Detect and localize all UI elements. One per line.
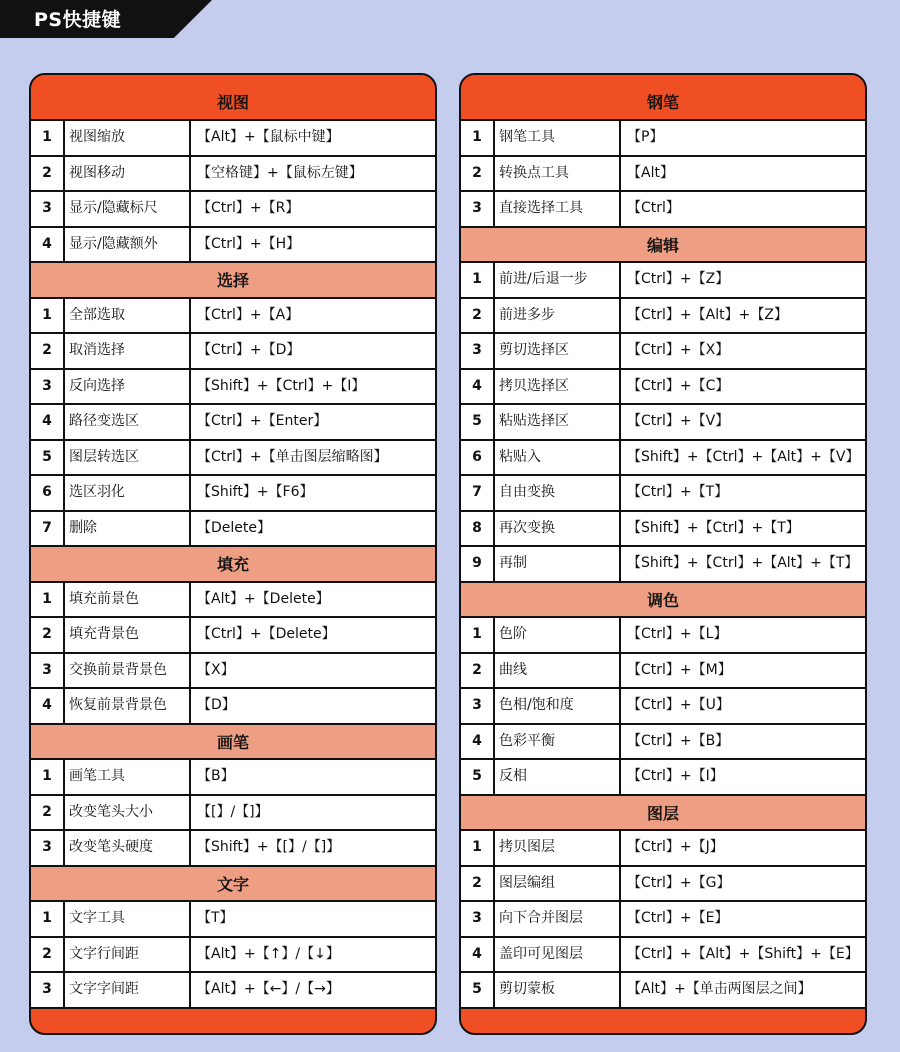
shortcut-row [31,902,435,938]
shortcut-row [31,973,435,1009]
shortcut-row [461,547,865,583]
shortcut-keys: 【空格键】+【鼠标左键】 [197,164,363,181]
row-number: 3 [461,902,495,936]
shortcut-row [461,725,865,761]
row-number: 3 [31,370,65,404]
shortcut-keys: 【Ctrl】+【I】 [627,768,724,784]
row-number: 9 [461,547,495,581]
shortcut-keys: 【Alt】+【←】/【→】 [197,981,340,997]
shortcut-keys: 【Ctrl】+【Z】 [627,271,730,287]
shortcut-row [31,654,435,690]
shortcut-name: 文字行间距 [65,938,191,972]
row-number: 7 [461,476,495,510]
shortcut-row [461,370,865,406]
row-number: 1 [31,299,65,333]
right-panel-table [461,75,865,1009]
shortcut-row [461,299,865,335]
shortcut-name: 填充背景色 [65,618,191,652]
shortcut-name: 改变笔头硬度 [65,831,191,865]
shortcut-row [31,334,435,370]
row-number: 1 [461,121,495,155]
shortcut-row [31,796,435,832]
row-number: 2 [31,334,65,368]
shortcut-keys: 【Ctrl】+【U】 [627,697,730,713]
row-number: 5 [461,405,495,439]
shortcut-keys: 【Ctrl】+【X】 [627,342,730,358]
row-number: 4 [461,725,495,759]
shortcut-row [31,476,435,512]
row-number: 2 [461,654,495,688]
section-header: 视图 [31,75,435,121]
shortcut-keys: 【[】/【]】 [197,803,269,820]
shortcut-row [31,121,435,157]
row-number: 2 [31,157,65,191]
shortcut-name: 前进多步 [495,299,621,333]
shortcut-name: 拷贝选择区 [495,370,621,404]
shortcut-name: 色阶 [495,618,621,652]
shortcut-name: 删除 [65,512,191,546]
shortcut-keys: 【Ctrl】+【单击图层缩略图】 [197,448,388,465]
shortcut-keys: 【Ctrl】+【D】 [197,342,301,358]
shortcut-row [461,867,865,903]
shortcut-row [461,938,865,974]
row-number: 4 [31,228,65,262]
shortcut-keys: 【Ctrl】+【C】 [627,377,730,394]
row-number: 1 [461,263,495,297]
shortcut-keys: 【Ctrl】+【G】 [627,874,731,891]
row-number: 1 [461,618,495,652]
shortcut-row [461,334,865,370]
shortcut-row [31,760,435,796]
shortcut-name: 选区羽化 [65,476,191,510]
shortcut-keys: 【Alt】+【鼠标中键】 [197,129,340,145]
shortcut-row [461,618,865,654]
shortcut-row [31,228,435,264]
row-number: 2 [31,938,65,972]
row-number: 2 [461,867,495,901]
shortcut-keys: 【X】 [197,661,235,678]
shortcut-keys: 【Ctrl】+【J】 [627,839,724,855]
section-header: 填充 [31,547,435,583]
shortcut-keys: 【Shift】+【F6】 [197,484,314,500]
row-number: 3 [31,973,65,1007]
shortcut-row [461,121,865,157]
shortcut-row [31,157,435,193]
shortcut-keys: 【Ctrl】+【Alt】+【Shift】+【E】 [627,945,859,962]
row-number: 1 [461,831,495,865]
row-number: 1 [31,902,65,936]
shortcut-name: 文字工具 [65,902,191,936]
shortcut-name: 色彩平衡 [495,725,621,759]
shortcut-name: 色相/饱和度 [495,689,621,723]
shortcut-row [31,441,435,477]
section-header: 调色 [461,583,865,619]
row-number: 5 [461,973,495,1007]
shortcut-row [31,405,435,441]
shortcut-name: 视图缩放 [65,121,191,155]
row-number: 1 [31,760,65,794]
row-number: 3 [461,334,495,368]
row-number: 6 [461,441,495,475]
shortcut-name: 前进/后退一步 [495,263,621,297]
section-header: 图层 [461,796,865,832]
shortcut-keys: 【Ctrl】+【L】 [627,626,728,642]
shortcut-name: 拷贝图层 [495,831,621,865]
row-number: 2 [461,299,495,333]
shortcut-name: 自由变换 [495,476,621,510]
shortcut-name: 粘贴入 [495,441,621,475]
shortcut-keys: 【D】 [197,697,236,713]
shortcut-keys: 【Shift】+【Ctrl】+【T】 [627,519,800,536]
row-number: 2 [31,618,65,652]
shortcut-keys: 【T】 [197,910,234,926]
shortcut-row [461,192,865,228]
shortcut-keys: 【B】 [197,768,235,784]
shortcut-row [461,512,865,548]
row-number: 5 [31,441,65,475]
shortcut-name: 路径变选区 [65,405,191,439]
shortcut-name: 转换点工具 [495,157,621,191]
left-panel [29,73,437,1035]
shortcut-row [31,192,435,228]
shortcut-name: 剪切蒙板 [495,973,621,1007]
shortcut-row [461,263,865,299]
shortcut-keys: 【Ctrl】+【R】 [197,200,300,216]
row-number: 6 [31,476,65,510]
row-number: 2 [31,796,65,830]
row-number: 3 [31,654,65,688]
shortcut-name: 直接选择工具 [495,192,621,226]
shortcut-keys: 【Shift】+【Ctrl】+【Alt】+【V】 [627,448,860,465]
row-number: 8 [461,512,495,546]
shortcut-row [31,299,435,335]
shortcut-row [31,583,435,619]
shortcut-name: 取消选择 [65,334,191,368]
row-number: 3 [461,192,495,226]
row-number: 4 [31,405,65,439]
shortcut-row [461,689,865,725]
row-number: 1 [31,583,65,617]
shortcut-row [461,760,865,796]
shortcut-name: 填充前景色 [65,583,191,617]
shortcut-name: 剪切选择区 [495,334,621,368]
shortcut-keys: 【Ctrl】+【Enter】 [197,413,328,429]
shortcut-keys: 【Ctrl】+【V】 [627,413,730,429]
shortcut-keys: 【Alt】+【单击两图层之间】 [627,981,812,997]
shortcut-name: 显示/隐藏额外 [65,228,191,262]
shortcut-name: 交换前景背景色 [65,654,191,688]
shortcut-row [31,831,435,867]
shortcut-name: 盖印可见图层 [495,938,621,972]
shortcut-row [461,831,865,867]
shortcut-keys: 【Ctrl】+【Delete】 [197,626,336,642]
shortcut-row [31,512,435,548]
shortcut-row [31,689,435,725]
left-panel-table [31,75,435,1009]
shortcut-keys: 【Ctrl】+【A】 [197,306,300,323]
shortcut-keys: 【Delete】 [197,519,271,536]
shortcut-keys: 【Alt】+【↑】/【↓】 [197,945,340,962]
shortcut-name: 钢笔工具 [495,121,621,155]
shortcut-row [31,938,435,974]
shortcut-name: 粘贴选择区 [495,405,621,439]
shortcut-keys: 【Ctrl】+【E】 [627,910,729,926]
shortcut-name: 图层编组 [495,867,621,901]
shortcut-row [461,654,865,690]
shortcut-row [31,618,435,654]
shortcut-name: 再制 [495,547,621,581]
shortcut-keys: 【Ctrl】+【B】 [627,732,730,749]
shortcut-name: 曲线 [495,654,621,688]
shortcut-row [31,370,435,406]
shortcut-name: 显示/隐藏标尺 [65,192,191,226]
shortcut-name: 反相 [495,760,621,794]
row-number: 4 [31,689,65,723]
shortcut-keys: 【Ctrl】+【H】 [197,235,301,252]
section-header: 钢笔 [461,75,865,121]
row-number: 3 [31,831,65,865]
shortcut-row [461,405,865,441]
page-title: PS快捷键 [34,9,122,31]
right-panel [459,73,867,1035]
shortcut-row [461,441,865,477]
shortcut-name: 恢复前景背景色 [65,689,191,723]
row-number: 2 [461,157,495,191]
row-number: 3 [461,689,495,723]
row-number: 3 [31,192,65,226]
shortcut-keys: 【Ctrl】+【M】 [627,661,732,678]
row-number: 4 [461,370,495,404]
shortcut-keys: 【Shift】+【Ctrl】+【Alt】+【T】 [627,555,859,571]
section-header: 文字 [31,867,435,903]
shortcut-name: 画笔工具 [65,760,191,794]
shortcut-name: 文字字间距 [65,973,191,1007]
section-header: 编辑 [461,228,865,264]
shortcut-row [461,973,865,1009]
shortcut-keys: 【Alt】 [627,164,674,181]
shortcut-row [461,476,865,512]
shortcut-name: 视图移动 [65,157,191,191]
shortcut-keys: 【Shift】+【Ctrl】+【I】 [197,377,366,394]
shortcut-name: 改变笔头大小 [65,796,191,830]
shortcut-name: 反向选择 [65,370,191,404]
shortcut-keys: 【Shift】+【[】/【]】 [197,839,341,855]
shortcut-keys: 【Alt】+【Delete】 [197,590,330,607]
section-header: 画笔 [31,725,435,761]
shortcut-keys: 【Ctrl】+【T】 [627,484,729,500]
row-number: 7 [31,512,65,546]
shortcut-name: 图层转选区 [65,441,191,475]
shortcut-keys: 【Ctrl】+【Alt】+【Z】 [627,306,788,323]
row-number: 4 [461,938,495,972]
row-number: 1 [31,121,65,155]
shortcut-row [461,157,865,193]
shortcut-name: 全部选取 [65,299,191,333]
section-header: 选择 [31,263,435,299]
shortcut-name: 再次变换 [495,512,621,546]
shortcut-keys: 【Ctrl】 [627,200,680,216]
row-number: 5 [461,760,495,794]
shortcut-name: 向下合并图层 [495,902,621,936]
shortcut-row [461,902,865,938]
shortcut-keys: 【P】 [627,129,664,145]
